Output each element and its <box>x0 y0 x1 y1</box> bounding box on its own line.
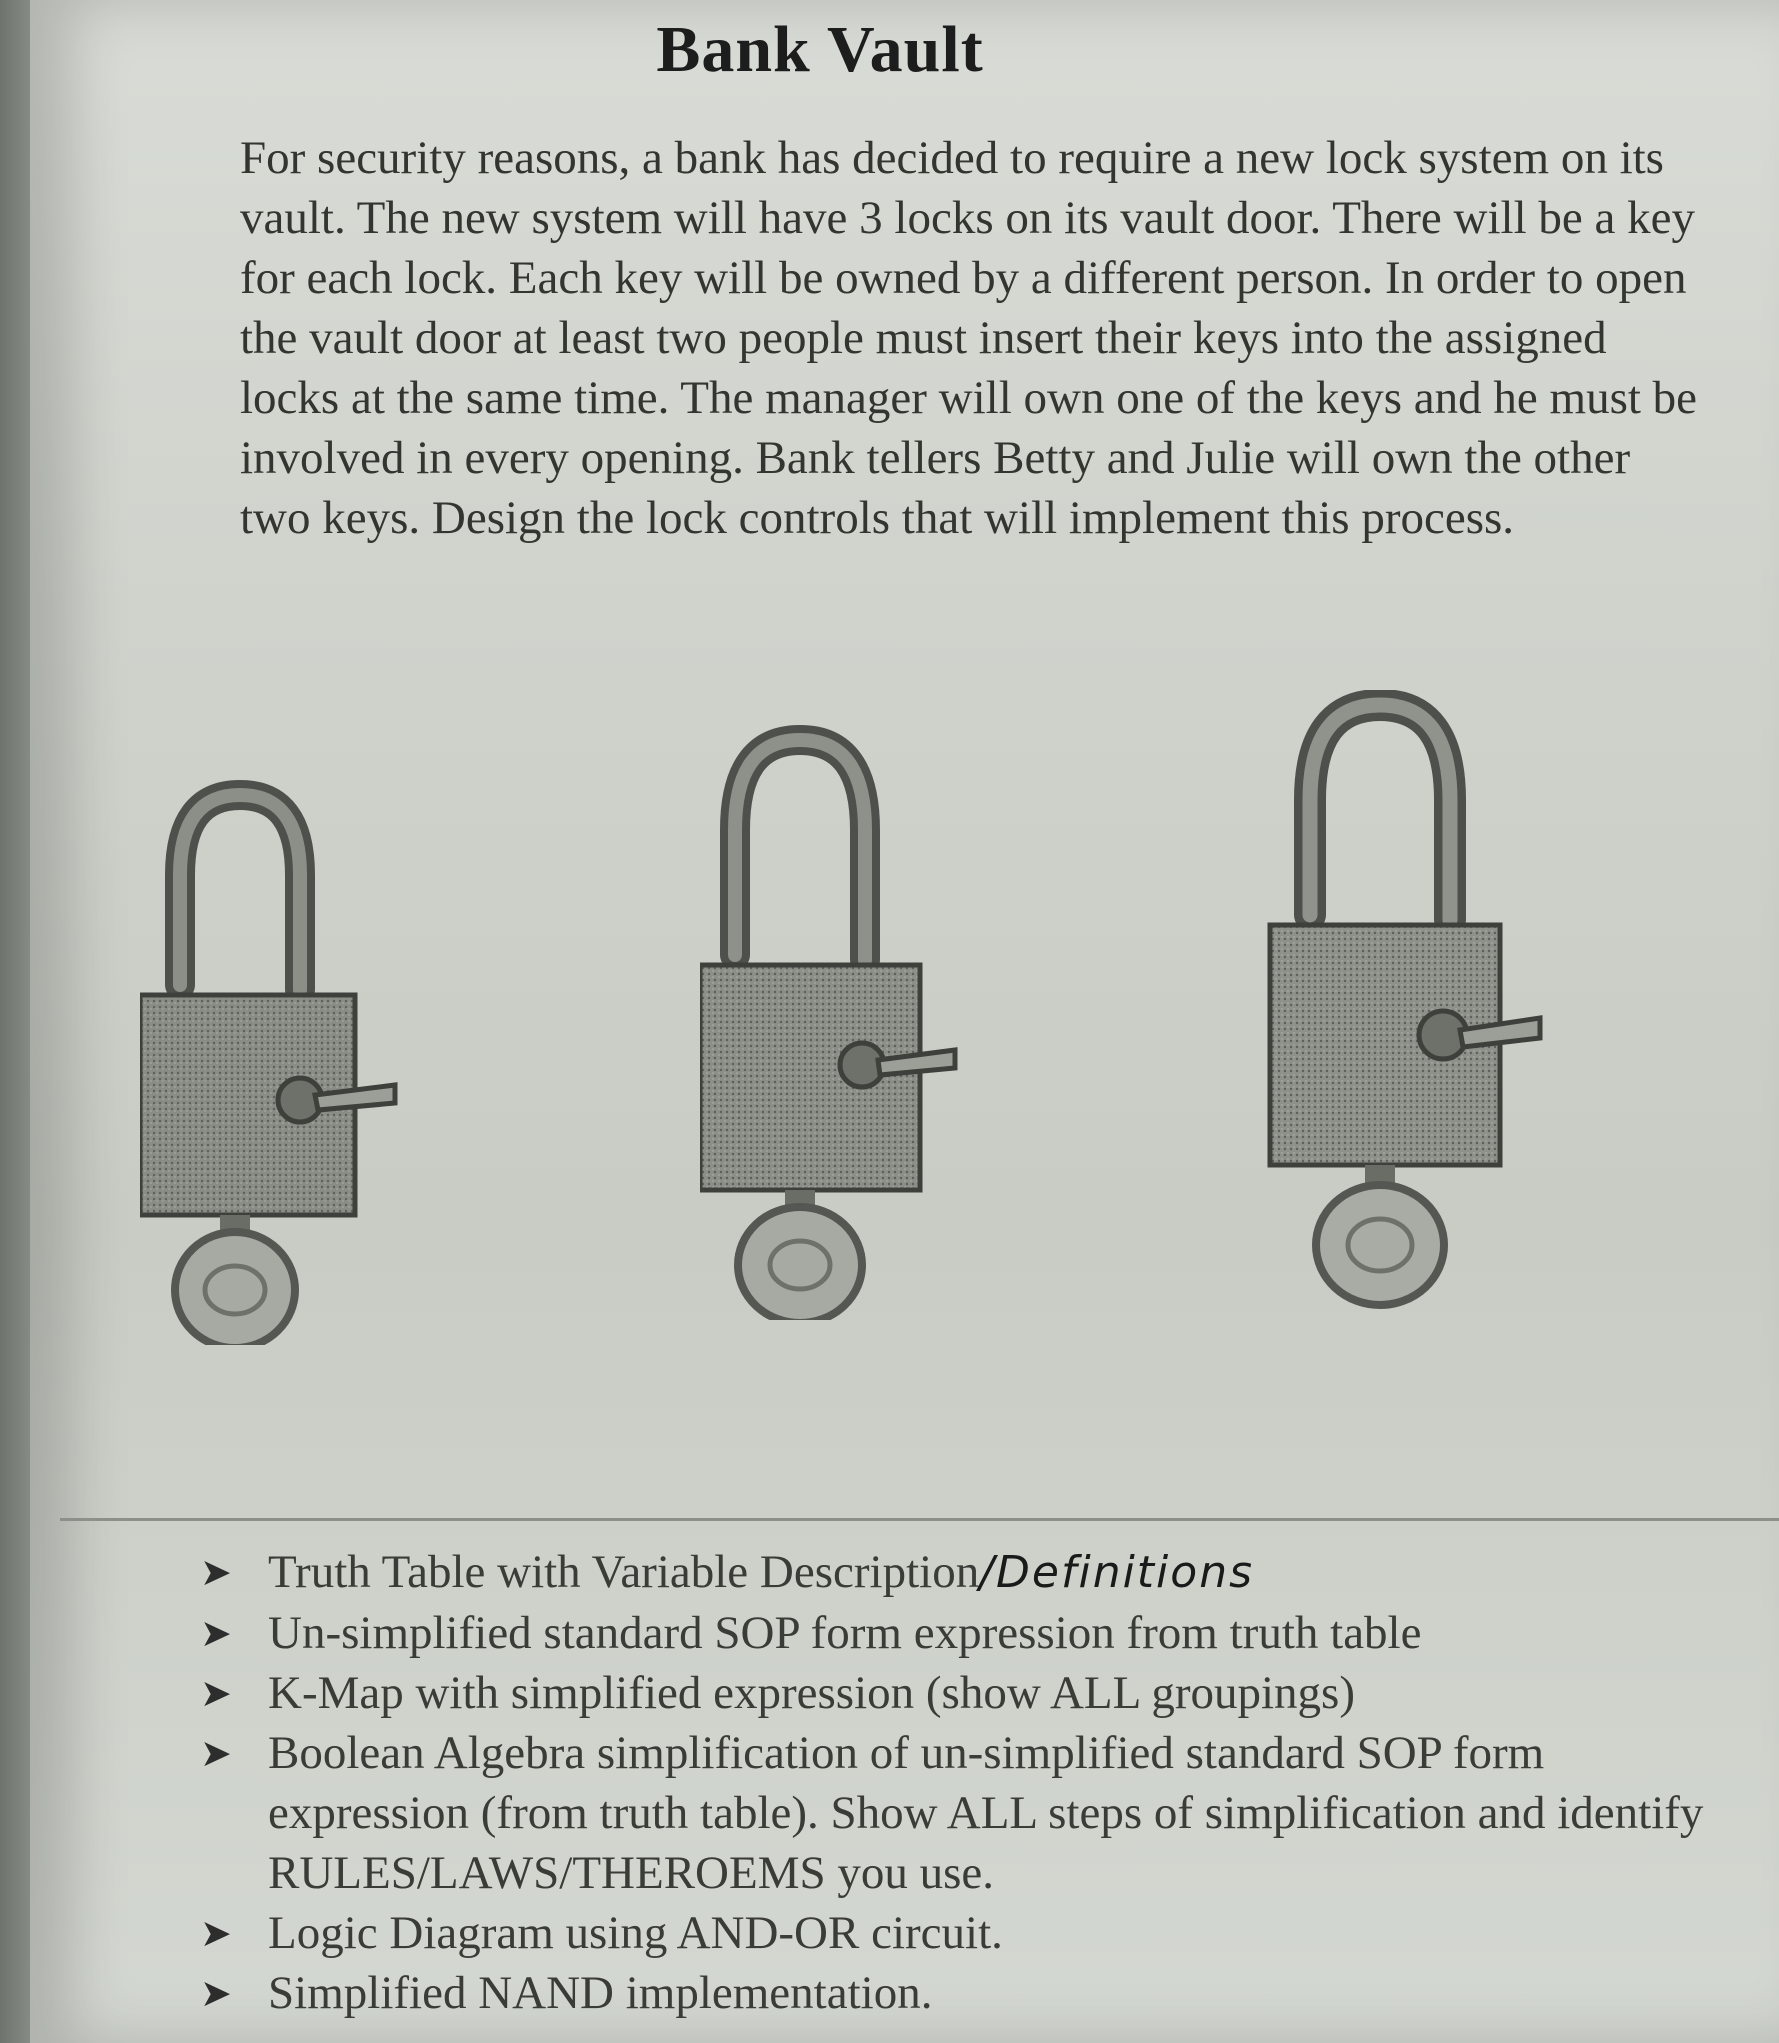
requirement-text: Boolean Algebra simplification of un-simplified standard SOP form expression (from truth table). Show ALL steps of simplification and identify RULES/LAWS/THEROEMS you use. <box>268 1727 1704 1899</box>
padlocks-illustration <box>140 690 1580 1370</box>
arrow-bullet-icon: ➤ <box>200 1911 232 1955</box>
requirement-text: Un-simplified standard SOP form expression from truth table <box>268 1607 1422 1659</box>
handwritten-annotation: /Definitions <box>979 1547 1255 1598</box>
arrow-bullet-icon: ➤ <box>200 1671 232 1715</box>
list-item <box>190 1542 1750 1603</box>
list-item <box>190 1723 1750 1903</box>
padlock-icon <box>700 720 960 1320</box>
section-divider <box>60 1518 1779 1521</box>
list-item <box>190 1663 1750 1723</box>
problem-paragraph: For security reasons, a bank has decided to require a new lock system on its vault. The new system will have 3 locks on its vault door. There will be a key for each lock. Each key will be owned by a different person. In order to open the vault door at least two people must insert their keys into the assigned locks at the same time. The manager will own one of the keys and he must be involved in every opening. Bank tellers Betty and Julie will own the other two keys. Design the lock controls that will implement this process. <box>240 132 1698 544</box>
padlock-icon <box>1265 690 1545 1330</box>
problem-statement <box>240 128 1700 548</box>
arrow-bullet-icon: ➤ <box>200 1731 232 1775</box>
arrow-bullet-icon: ➤ <box>200 1971 232 2015</box>
padlock-icon <box>140 765 400 1345</box>
list-item <box>190 1903 1750 1963</box>
requirement-text: Logic Diagram using AND-OR circuit. <box>268 1907 1003 1959</box>
page-title: Bank Vault <box>656 13 984 86</box>
list-item <box>190 1603 1750 1663</box>
document-page <box>30 0 1779 2043</box>
requirement-text: K-Map with simplified expression (show ALL groupings) <box>268 1667 1355 1719</box>
list-item <box>190 1963 1750 2023</box>
arrow-bullet-icon: ➤ <box>200 1550 232 1594</box>
requirements-list <box>190 1542 1750 2023</box>
requirement-text: Truth Table with Variable Description <box>268 1546 980 1598</box>
arrow-bullet-icon: ➤ <box>200 1611 232 1655</box>
requirement-text: Simplified NAND implementation. <box>268 1967 933 2019</box>
